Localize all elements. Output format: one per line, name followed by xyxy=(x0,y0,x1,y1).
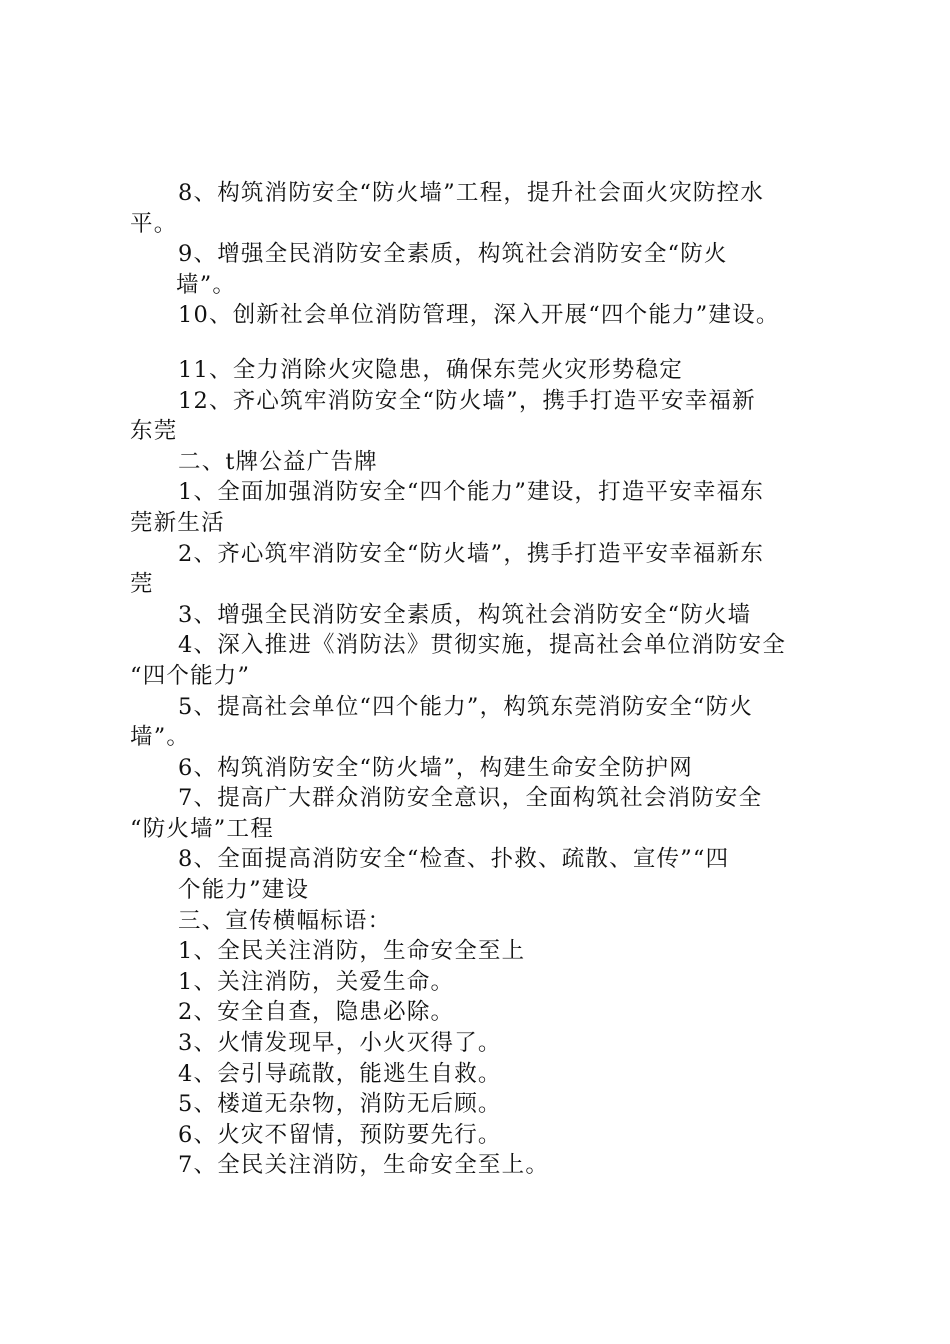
section-heading: 二、t牌公益广告牌 xyxy=(178,448,378,475)
text-line: 8、全面提高消防安全“检查、扑救、疏散、宣传”“四 xyxy=(178,846,730,873)
text-line: 6、火灾不留情，预防要先行。 xyxy=(178,1121,502,1148)
text-line: 莞 xyxy=(130,571,154,598)
text-line: 7、提高广大群众消防安全意识，全面构筑社会消防安全 xyxy=(178,785,763,812)
text-line: 6、构筑消防安全“防火墙”，构建生命安全防护网 xyxy=(178,754,693,781)
text-line: 10、创新社会单位消防管理，深入开展“四个能力”建设。 xyxy=(178,302,780,329)
text-line: 1、全民关注消防，生命安全至上 xyxy=(178,938,526,965)
text-line: 9、增强全民消防安全素质，构筑社会消防安全“防火 xyxy=(178,241,728,268)
text-line: 1、关注消防，关爱生命。 xyxy=(178,968,455,995)
text-line: 墙”。 xyxy=(130,724,191,751)
text-line: 5、提高社会单位“四个能力”，构筑东莞消防安全“防火 xyxy=(178,693,754,720)
text-line: 8、构筑消防安全“防火墙”工程，提升社会面火灾防控水 xyxy=(178,180,765,206)
text-line: 1、全面加强消防安全“四个能力”建设，打造平安幸福东 xyxy=(178,479,765,506)
text-line: 3、火情发现早，小火灭得了。 xyxy=(178,1030,502,1057)
text-line: 莞新生活 xyxy=(130,509,225,536)
text-line: 2、安全自查，隐患必除。 xyxy=(178,999,455,1026)
section-heading: 三、宣传横幅标语： xyxy=(178,907,392,934)
text-line: 墙”。 xyxy=(176,271,237,298)
text-line: 2、齐心筑牢消防安全“防火墙”，携手打造平安幸福新东 xyxy=(178,540,765,567)
text-line: 3、增强全民消防安全素质，构筑社会消防安全“防火墙 xyxy=(178,601,752,628)
text-line: 5、楼道无杂物，消防无后顾。 xyxy=(178,1091,502,1118)
text-line: 4、会引导疏散，能逃生自救。 xyxy=(178,1060,502,1087)
text-line: 4、深入推进《消防法》贯彻实施，提高社会单位消防安全 xyxy=(178,632,787,659)
text-line: 12、齐心筑牢消防安全“防火墙”，携手打造平安幸福新 xyxy=(178,387,756,414)
text-line: “四个能力” xyxy=(130,662,251,689)
text-line: 东莞 xyxy=(130,418,178,445)
text-line: 个能力”建设 xyxy=(178,877,310,904)
document-body xyxy=(130,178,850,1181)
text-line: 11、全力消除火灾隐患，确保东莞火灾形势稳定 xyxy=(178,356,684,383)
text-line: 7、全民关注消防，生命安全至上。 xyxy=(178,1152,550,1179)
text-line: “防火墙”工程 xyxy=(130,815,274,842)
text-line: 平。 xyxy=(130,210,178,237)
